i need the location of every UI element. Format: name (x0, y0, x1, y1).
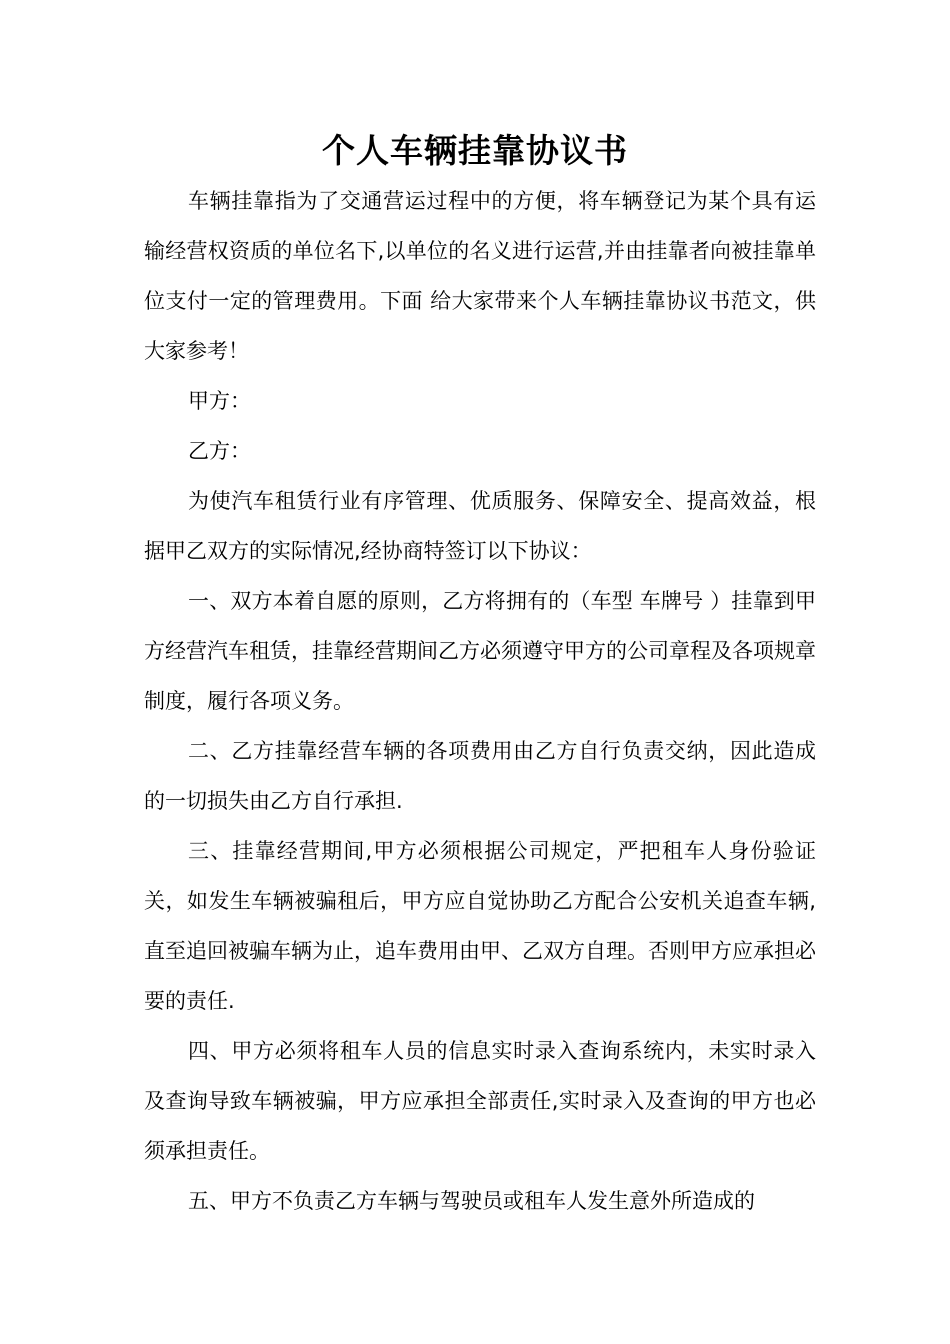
document-body (144, 176, 816, 1226)
intro-paragraph: 车辆挂靠指为了交通营运过程中的方便，将车辆登记为某个具有运输经营权资质的单位名下,以单位的名义进行运营,并由挂靠者向被挂靠单位支付一定的管理费用。下面 给大家带来个人车辆挂靠协议书范文，供大家参考！ (144, 189, 816, 363)
document-title: 个人车辆挂靠协议书 (322, 131, 628, 170)
party-a-line: 甲方： (188, 389, 251, 413)
preamble-paragraph: 为使汽车租赁行业有序管理、优质服务、保障安全、提高效益，根据甲乙双方的实际情况,经协商特签订以下协议： (144, 489, 816, 563)
clause-4: 四、甲方必须将租车人员的信息实时录入查询系统内，未实时录入及查询导致车辆被骗，甲方应承担全部责任,实时录入及查询的甲方也必须承担责任。 (144, 1039, 816, 1163)
clause-1: 一、双方本着自愿的原则，乙方将拥有的（车型 车牌号 ）挂靠到甲方经营汽车租赁，挂靠经营期间乙方必须遵守甲方的公司章程及各项规章制度，履行各项义务。 (144, 589, 816, 713)
clause-5: 五、甲方不负责乙方车辆与驾驶员或租车人发生意外所造成的 (188, 1189, 755, 1213)
clause-3: 三、挂靠经营期间,甲方必须根据公司规定，严把租车人身份验证关，如发生车辆被骗租后，甲方应自觉协助乙方配合公安机关追查车辆,直至追回被骗车辆为止，追车费用由甲、乙双方自理。否则甲方应承担必要的责任. (144, 839, 816, 1013)
party-b-line: 乙方： (188, 439, 251, 463)
clause-2: 二、乙方挂靠经营车辆的各项费用由乙方自行负责交纳，因此造成的一切损失由乙方自行承担. (144, 739, 816, 813)
